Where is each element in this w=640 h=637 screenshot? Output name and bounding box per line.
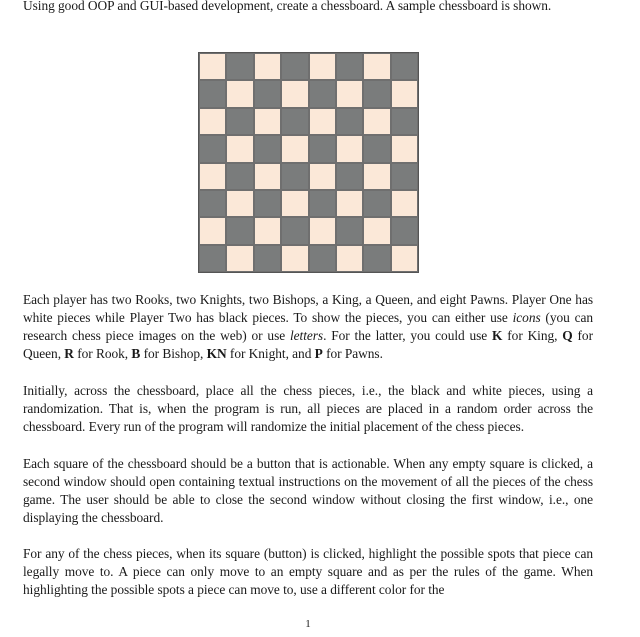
board-square [254,108,281,135]
board-square [254,245,281,272]
board-square [336,53,363,80]
pieces-text-9: for Pawns. [322,346,383,361]
board-square [309,80,336,107]
board-square [281,80,308,107]
board-square [363,217,390,244]
chessboard-grid [199,53,418,272]
board-square [199,190,226,217]
pieces-text-1: Each player has two Rooks, two Knights, two Bishops, a King, a Queen, and eight Pawns. Player One has white pieces while Player Two has black pieces. To show the pieces, you can either use [23,292,593,325]
button-squares-paragraph: Each square of the chessboard should be a button that is actionable. When any empty square is clicked, a second window should open containing textual instructions on the movement of all the pieces of the chess game. The user should be able to close the second window without closing the first window, i.e., one displaying the chessboard. [23,456,593,525]
board-square [226,53,253,80]
board-square [254,135,281,162]
intro-paragraph: Using good OOP and GUI-based development, create a chessboard. A sample chessboard is shown. [23,0,552,13]
board-square [199,53,226,80]
pieces-text-6: for Rook, [73,346,132,361]
board-square [254,217,281,244]
board-square [336,245,363,272]
page-number: 1 [305,618,311,630]
board-square [281,108,308,135]
board-square [336,163,363,190]
board-square [336,108,363,135]
board-square [363,108,390,135]
board-square [254,163,281,190]
pieces-text-4: for King, [502,328,563,343]
board-square [363,135,390,162]
board-square [391,190,418,217]
board-square [309,190,336,217]
board-square [391,53,418,80]
board-square [363,245,390,272]
pieces-text-2: (you can research chess piece images on the web) or use [23,310,594,343]
board-square [226,217,253,244]
board-square [199,245,226,272]
pieces-text-3: . For the latter, you could use [323,328,493,343]
board-square [309,245,336,272]
board-square [281,53,308,80]
board-square [226,80,253,107]
board-square [281,163,308,190]
board-square [391,80,418,107]
board-square [336,80,363,107]
board-square [281,135,308,162]
board-square [391,135,418,162]
board-square [336,190,363,217]
highlight-moves-paragraph: For any of the chess pieces, when its square (button) is clicked, highlight the possible spots that piece can legally move to. A piece can only move to an empty square and as per the rules of the game. When highlighting the possible spots a piece can move to, use a different color for the [23,546,593,597]
board-square [391,163,418,190]
board-square [226,135,253,162]
board-square [226,163,253,190]
board-square [199,80,226,107]
board-square [363,163,390,190]
board-square [363,53,390,80]
rook-letter: R [64,346,74,361]
pieces-text-5: for Queen, [23,328,593,361]
board-square [363,80,390,107]
board-square [336,217,363,244]
letters-term: letters [289,328,324,343]
board-square [226,190,253,217]
sample-chessboard [198,52,419,273]
board-square [309,163,336,190]
randomization-paragraph: Initially, across the chessboard, place all the chess pieces, i.e., the black and white pieces, using a randomization. That is, when the program is run, all pieces are placed in a random order across the chessboard. Every run of the program will randomize the initial placement of the chess pieces. [23,383,593,434]
board-square [336,135,363,162]
board-square [309,217,336,244]
pawn-letter: P [314,346,323,361]
board-square [309,135,336,162]
board-square [199,135,226,162]
board-square [199,217,226,244]
board-square [254,80,281,107]
board-square [254,190,281,217]
pieces-text-7: for Bishop, [140,346,207,361]
board-square [281,245,308,272]
icons-term: icons [512,310,541,325]
board-square [226,108,253,135]
pieces-paragraph [23,291,593,363]
board-square [199,163,226,190]
board-square [363,190,390,217]
board-square [391,217,418,244]
board-square [226,245,253,272]
pieces-text-8: for Knight, and [226,346,315,361]
board-square [199,108,226,135]
board-square [281,217,308,244]
king-letter: K [492,328,503,343]
bishop-letter: B [131,346,141,361]
board-square [309,108,336,135]
queen-letter: Q [562,328,573,343]
board-square [309,53,336,80]
board-square [391,108,418,135]
board-square [391,245,418,272]
knight-letter: KN [206,346,227,361]
board-square [281,190,308,217]
board-square [254,53,281,80]
